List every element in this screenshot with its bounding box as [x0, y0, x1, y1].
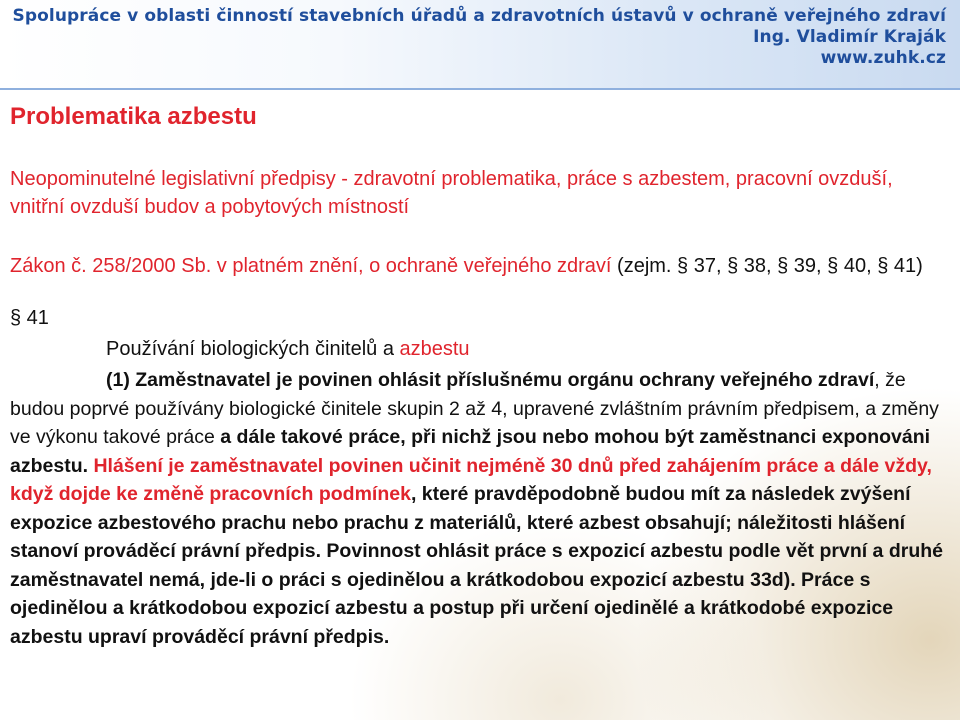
section-heading: [106, 338, 470, 361]
body-sentence-2: , že budou poprvé používány biologické činitele skupin 2 až 4, upravené zvláštním právním předpisem, a změny ve výkonu takové práce: [10, 369, 939, 448]
section-body: [10, 366, 948, 651]
section-heading-text: Používání biologických činitelů a: [106, 338, 400, 360]
header-line-1: Spolupráce v oblasti činností stavebních úřadů a zdravotních ústavů v ochraně veřejného zdraví: [12, 6, 946, 26]
body-sentence-5: , které pravděpodobně budou mít za následek zvýšení expozice azbestového prachu nebo prachu z materiálů, které azbest obsahují; náležitosti hlášení stanoví prováděcí právní předpis. Povinnost ohlásit práce s expozicí azbestu podle vět první a druhé zaměstnavatel nemá, jde-li o práci s ojedinělou a krátkodobou expozicí azbestu 33d). Práce s ojedinělou a krátkodobou expozicí azbestu a postup při určení ojedinělé a krátkodobé expozice azbestu upraví prováděcí právní předpis.: [10, 483, 943, 648]
header-divider: [0, 88, 960, 90]
law-name: Zákon č. 258/2000 Sb. v platném znění, o ochraně veřejného zdraví: [10, 255, 612, 277]
header-author: Ing. Vladimír Kraják: [753, 27, 946, 47]
header-website: www.zuhk.cz: [820, 48, 946, 68]
page-title: Problematika azbestu: [10, 103, 257, 130]
body-sentence-1: (1) Zaměstnavatel je povinen ohlásit příslušnému orgánu ochrany veřejného zdraví: [106, 369, 875, 391]
law-reference: [10, 252, 948, 280]
legislation-text: Neopominutelné legislativní předpisy - zdravotní problematika, práce s azbestem, pracovní ovzduší, vnitřní ovzduší budov a pobytových místností: [10, 168, 893, 218]
body-sentence-4: Hlášení je zaměstnavatel povinen učinit nejméně 30 dnů před zahájením práce a dále vždy, když dojde ke změně pracovních podmínek: [10, 454, 932, 505]
law-sections: (zejm. § 37, § 38, § 39, § 40, § 41): [611, 255, 923, 277]
header-banner: [0, 0, 960, 88]
body-sentence-3: a dále takové práce, při nichž jsou nebo mohou být zaměstnanci exponováni azbestu.: [10, 426, 931, 477]
section-number: § 41: [10, 307, 49, 329]
section-heading-azbest: azbestu: [399, 338, 470, 360]
